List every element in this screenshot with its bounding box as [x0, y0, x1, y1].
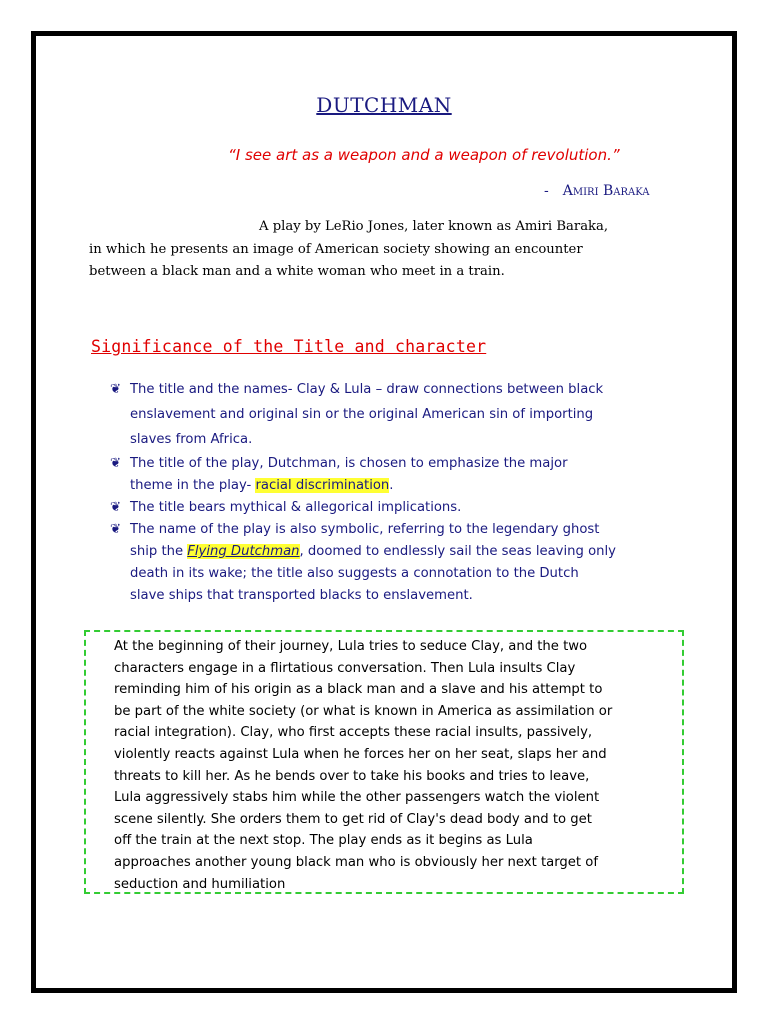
- bullet-item: [110, 377, 670, 452]
- curl-ornament-icon: ❦: [110, 456, 122, 471]
- bullet-text: ship the: [130, 544, 188, 559]
- curl-ornament-icon: ❦: [110, 382, 122, 397]
- curl-ornament-icon: ❦: [110, 522, 122, 537]
- summary-line: characters engage in a flirtatious conversation. Then Lula insults Clay: [114, 660, 576, 676]
- bullet-line: [130, 475, 670, 497]
- bullet-list: [110, 377, 670, 607]
- attribution-name: Amiri Baraka: [562, 183, 650, 199]
- summary-line: seduction and humiliation: [114, 876, 286, 892]
- epigraph-quote: “I see art as a weapon and a weapon of revolution.”: [228, 146, 620, 164]
- bullet-item: [110, 453, 670, 497]
- attribution-dash: -: [544, 183, 549, 199]
- bullet-item: [110, 497, 670, 519]
- bullet-text: .: [389, 478, 394, 493]
- bullet-line: slaves from Africa.: [130, 432, 253, 447]
- bullet-line: The name of the play is also symbolic, referring to the legendary ghost: [130, 522, 600, 537]
- bullet-line: enslavement and original sin or the original American sin of importing: [130, 407, 594, 422]
- bullet-line: The title bears mythical & allegorical implications.: [130, 500, 462, 515]
- curl-ornament-icon: ❦: [110, 500, 122, 515]
- summary-line: approaches another young black man who is obviously her next target of: [114, 854, 598, 870]
- intro-line: between a black man and a white woman who meet in a train.: [89, 264, 505, 279]
- summary-line: off the train at the next stop. The play ends as it begins as Lula: [114, 833, 533, 849]
- bullet-line: death in its wake; the title also suggests a connotation to the Dutch: [130, 566, 579, 581]
- page-title: DUTCHMAN: [316, 93, 452, 117]
- intro-line: in which he presents an image of American society showing an encounter: [89, 241, 583, 257]
- summary-line: scene silently. She orders them to get rid of Clay's dead body and to get: [114, 811, 592, 827]
- section-heading: Significance of the Title and character: [91, 337, 487, 356]
- bullet-line: slave ships that transported blacks to enslavement.: [130, 588, 473, 603]
- bullet-line: [130, 541, 670, 563]
- summary-line: At the beginning of their journey, Lula tries to seduce Clay, and the two: [114, 639, 588, 654]
- summary-line: racial integration). Clay, who first accepts these racial insults, passively,: [114, 725, 593, 741]
- summary-line: violently reacts against Lula when he forces her on her seat, slaps her and: [114, 746, 607, 762]
- summary-line: threats to kill her. As he bends over to take his books and tries to leave,: [114, 768, 590, 784]
- summary-text: [114, 636, 672, 895]
- intro-paragraph: [89, 216, 679, 284]
- flying-dutchman-link[interactable]: Flying Dutchman: [187, 544, 300, 559]
- bullet-text: , doomed to endlessly sail the seas leaving only: [299, 544, 616, 559]
- bullet-line: The title of the play, Dutchman, is chosen to emphasize the major: [130, 456, 568, 471]
- bullet-item: [110, 519, 670, 607]
- quote-attribution: [544, 183, 650, 199]
- summary-line: Lula aggressively stabs him while the other passengers watch the violent: [114, 790, 600, 806]
- summary-line: be part of the white society (or what is known in America as assimilation or: [114, 703, 613, 719]
- highlighted-phrase: racial discrimination: [255, 478, 390, 493]
- summary-line: reminding him of his origin as a black man and a slave and his attempt to: [114, 682, 603, 698]
- bullet-text: theme in the play-: [130, 478, 256, 493]
- intro-line: A play by LeRio Jones, later known as Amiri Baraka,: [259, 219, 609, 234]
- bullet-line: The title and the names- Clay & Lula – draw connections between black: [130, 382, 604, 397]
